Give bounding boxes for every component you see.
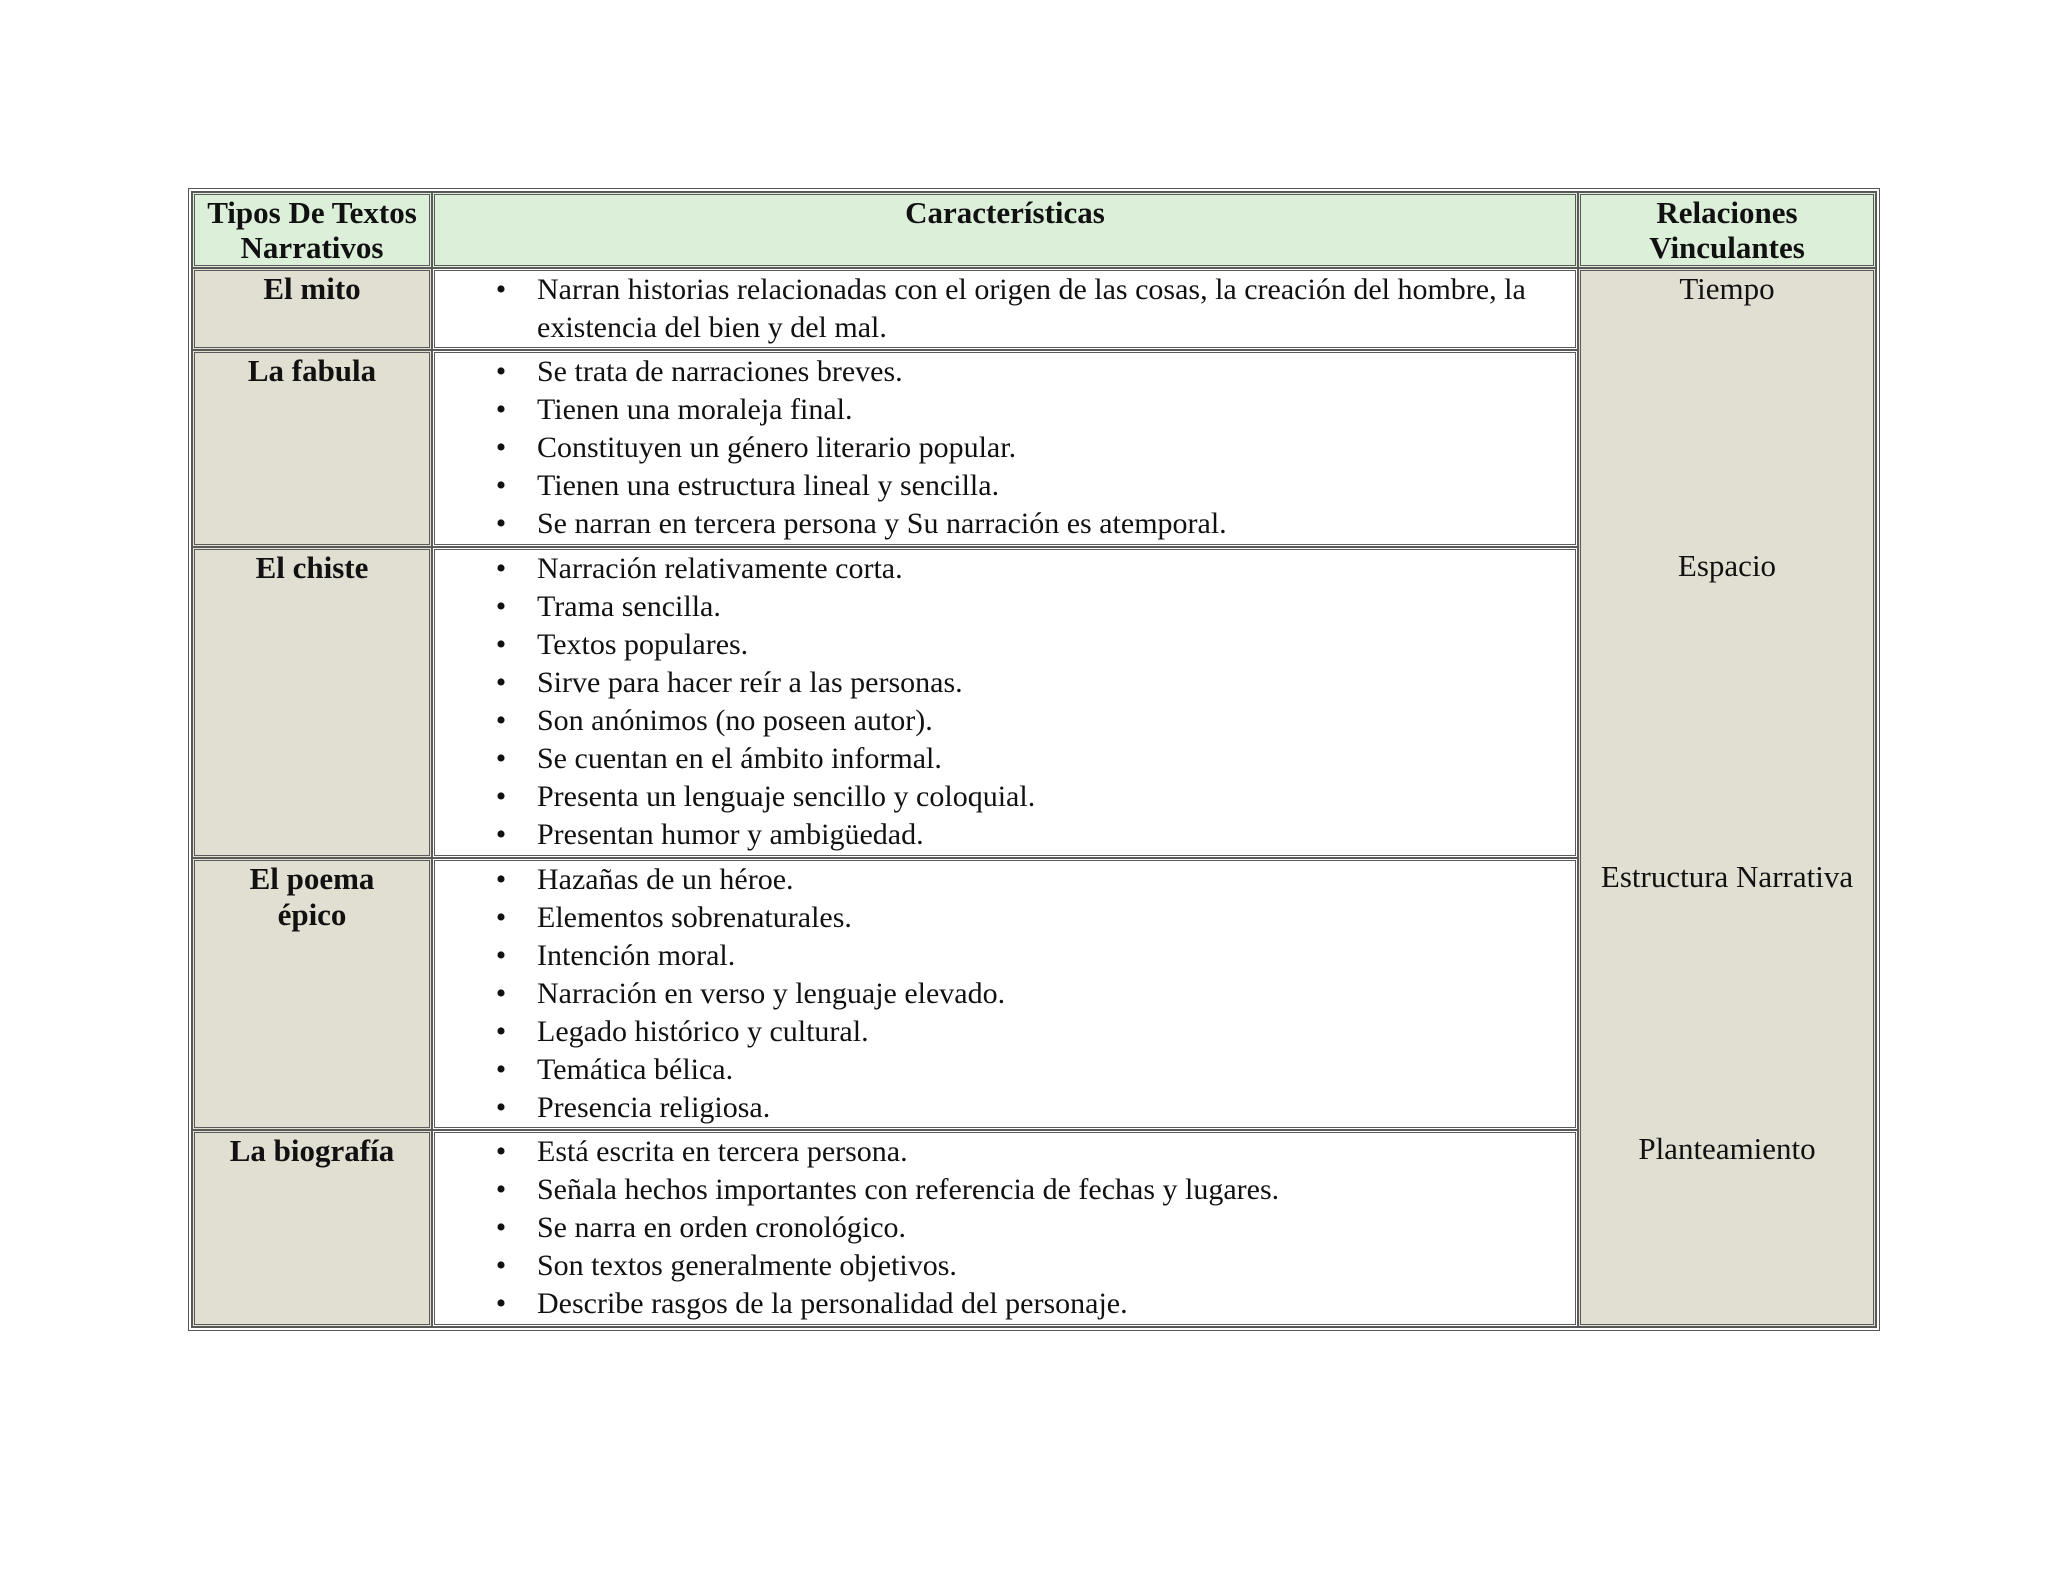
list-item-text: Hazañas de un héroe. xyxy=(537,863,794,896)
list-item-text: Temática bélica. xyxy=(537,1053,734,1086)
text-type-label: El poema épico xyxy=(249,861,375,932)
header-relations: Relaciones Vinculantes xyxy=(1578,192,1876,268)
list-item-text: Presencia religiosa. xyxy=(537,1091,771,1124)
characteristics-cell xyxy=(432,547,1578,858)
list-item xyxy=(435,861,1575,899)
bullet-icon: • xyxy=(495,939,507,972)
list-item xyxy=(435,664,1575,702)
text-type-cell xyxy=(192,858,432,1130)
list-item-text: Narran historias relacionadas con el origen de las cosas, la creación del hombre, la existencia del bien y del mal. xyxy=(537,273,1526,344)
bullet-icon: • xyxy=(495,393,507,426)
list-item xyxy=(435,899,1575,937)
list-item xyxy=(435,588,1575,626)
list-item xyxy=(435,816,1575,854)
list-item xyxy=(435,1247,1575,1285)
characteristics-cell xyxy=(432,858,1578,1130)
list-item-text: Narración relativamente corta. xyxy=(537,552,903,585)
list-item xyxy=(435,626,1575,664)
bullet-icon: • xyxy=(495,1249,507,1282)
bullet-icon: • xyxy=(495,1173,507,1206)
bullet-icon: • xyxy=(495,1135,507,1168)
characteristics-list xyxy=(435,353,1575,543)
list-item xyxy=(435,467,1575,505)
bullet-icon: • xyxy=(495,780,507,813)
list-item-text: Textos populares. xyxy=(537,628,749,661)
text-type-cell xyxy=(192,547,432,858)
bullet-icon: • xyxy=(495,469,507,502)
bullet-icon: • xyxy=(495,273,507,306)
bullet-icon: • xyxy=(495,977,507,1010)
list-item-text: Intención moral. xyxy=(537,939,736,972)
list-item xyxy=(435,1051,1575,1089)
text-type-cell xyxy=(192,350,432,547)
characteristics-cell xyxy=(432,1130,1578,1327)
bullet-icon: • xyxy=(495,552,507,585)
characteristics-cell xyxy=(432,268,1578,350)
list-item xyxy=(435,550,1575,588)
bullet-icon: • xyxy=(495,1211,507,1244)
list-item xyxy=(435,937,1575,975)
text-type-label: El chiste xyxy=(255,550,369,585)
text-type-label: La fabula xyxy=(247,353,377,388)
list-item-text: Está escrita en tercera persona. xyxy=(537,1135,908,1168)
list-item-text: Presentan humor y ambigüedad. xyxy=(537,818,924,851)
list-item xyxy=(435,1285,1575,1323)
list-item-text: Se narra en orden cronológico. xyxy=(537,1211,907,1244)
list-item-text: Presenta un lenguaje sencillo y coloquial. xyxy=(537,780,1036,813)
relation-label: Estructura Narrativa xyxy=(1600,859,1854,894)
bullet-icon: • xyxy=(495,1091,507,1124)
list-item-text: Tienen una moraleja final. xyxy=(537,393,853,426)
characteristics-list xyxy=(435,861,1575,1127)
list-item xyxy=(435,1089,1575,1127)
list-item xyxy=(435,429,1575,467)
list-item xyxy=(435,505,1575,543)
table-body xyxy=(192,268,1876,1327)
header-row xyxy=(192,192,1876,268)
bullet-icon: • xyxy=(495,818,507,851)
list-item-text: Describe rasgos de la personalidad del personaje. xyxy=(537,1287,1128,1320)
list-item xyxy=(435,1133,1575,1171)
characteristics-list xyxy=(435,271,1575,347)
relation-label: Planteamiento xyxy=(1638,1131,1816,1166)
list-item-text: Constituyen un género literario popular. xyxy=(537,431,1017,464)
header-characteristics: Características xyxy=(432,192,1578,268)
list-item xyxy=(435,778,1575,816)
characteristics-cell xyxy=(432,350,1578,547)
header-types: Tipos De Textos Narrativos xyxy=(192,192,432,268)
bullet-icon: • xyxy=(495,704,507,737)
table-row xyxy=(192,268,1876,350)
characteristics-list xyxy=(435,1133,1575,1323)
list-item-text: Sirve para hacer reír a las personas. xyxy=(537,666,963,699)
relations-cell xyxy=(1578,268,1876,1327)
bullet-icon: • xyxy=(495,628,507,661)
bullet-icon: • xyxy=(495,355,507,388)
narrative-texts-table-wrapper xyxy=(188,188,1872,1331)
list-item xyxy=(435,1209,1575,1247)
list-item xyxy=(435,975,1575,1013)
list-item-text: Se narran en tercera persona y Su narración es atemporal. xyxy=(537,507,1227,540)
bullet-icon: • xyxy=(495,1015,507,1048)
list-item xyxy=(435,702,1575,740)
bullet-icon: • xyxy=(495,590,507,623)
list-item-text: Se trata de narraciones breves. xyxy=(537,355,903,388)
bullet-icon: • xyxy=(495,431,507,464)
text-type-label: La biografía xyxy=(229,1133,395,1168)
bullet-icon: • xyxy=(495,901,507,934)
list-item-text: Narración en verso y lenguaje elevado. xyxy=(537,977,1006,1010)
list-item-text: Se cuentan en el ámbito informal. xyxy=(537,742,942,775)
bullet-icon: • xyxy=(495,507,507,540)
bullet-icon: • xyxy=(495,742,507,775)
text-type-label: El mito xyxy=(263,271,361,306)
bullet-icon: • xyxy=(495,1053,507,1086)
bullet-icon: • xyxy=(495,1287,507,1320)
list-item xyxy=(435,740,1575,778)
list-item-text: Tienen una estructura lineal y sencilla. xyxy=(537,469,1000,502)
bullet-icon: • xyxy=(495,863,507,896)
list-item xyxy=(435,1013,1575,1051)
list-item xyxy=(435,353,1575,391)
text-type-cell xyxy=(192,268,432,350)
relation-label: Tiempo xyxy=(1679,271,1775,306)
list-item-text: Elementos sobrenaturales. xyxy=(537,901,852,934)
list-item xyxy=(435,391,1575,429)
characteristics-list xyxy=(435,550,1575,854)
list-item xyxy=(435,1171,1575,1209)
list-item-text: Trama sencilla. xyxy=(537,590,721,623)
list-item-text: Señala hechos importantes con referencia de fechas y lugares. xyxy=(537,1173,1280,1206)
bullet-icon: • xyxy=(495,666,507,699)
list-item xyxy=(435,271,1575,347)
list-item-text: Son anónimos (no poseen autor). xyxy=(537,704,933,737)
list-item-text: Son textos generalmente objetivos. xyxy=(537,1249,957,1282)
narrative-texts-table xyxy=(188,188,1880,1331)
relation-label: Espacio xyxy=(1677,548,1777,583)
text-type-cell xyxy=(192,1130,432,1327)
list-item-text: Legado histórico y cultural. xyxy=(537,1015,869,1048)
